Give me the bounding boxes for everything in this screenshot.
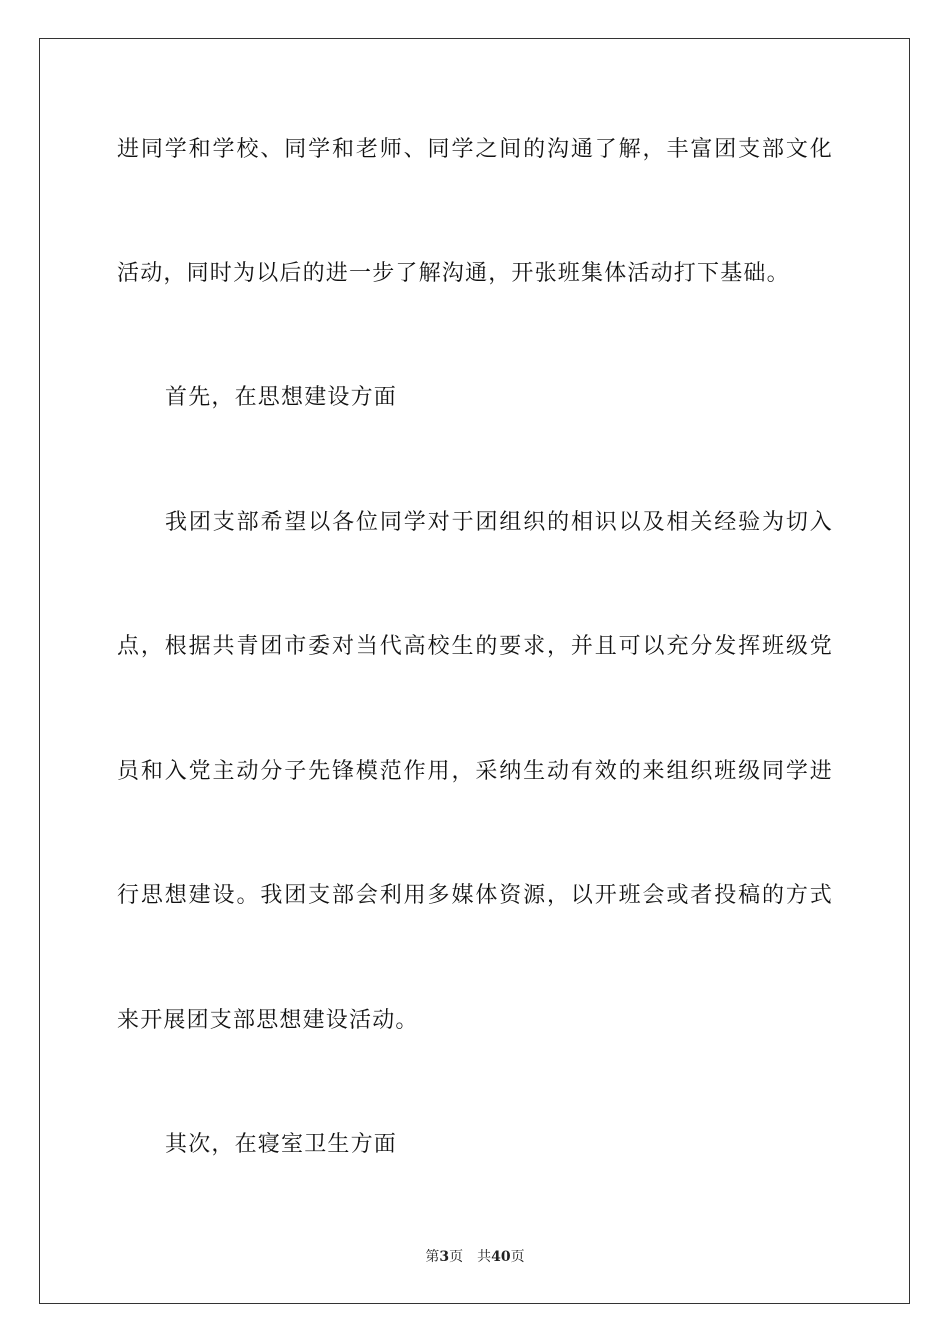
page-border — [39, 38, 910, 1304]
page-prefix: 第 — [425, 1249, 440, 1265]
total-prefix: 共 — [477, 1249, 492, 1265]
paragraph-line-7: 来开展团支部思想建设活动。 — [117, 1008, 419, 1033]
paragraph-line-1: 进同学和学校、同学和老师、同学之间的沟通了解，丰富团支部文化 — [117, 137, 833, 162]
paragraph-line-3: 我团支部希望以各位同学对于团组织的相识以及相关经验为切入 — [165, 510, 833, 535]
paragraph-line-5: 员和入党主动分子先锋模范作用，采纳生动有效的来组织班级同学进 — [117, 759, 833, 784]
page-suffix: 页 — [449, 1249, 464, 1265]
total-pages: 40 — [491, 1249, 511, 1265]
section-heading-dormitory: 其次，在寝室卫生方面 — [165, 1132, 398, 1157]
page-footer — [0, 1248, 950, 1266]
page-number: 3 — [439, 1249, 450, 1265]
total-suffix: 页 — [510, 1249, 525, 1265]
section-heading-ideology: 首先，在思想建设方面 — [165, 385, 398, 410]
paragraph-line-2: 活动，同时为以后的进一步了解沟通，开张班集体活动打下基础。 — [117, 261, 790, 286]
paragraph-line-6: 行思想建设。我团支部会利用多媒体资源，以开班会或者投稿的方式 — [117, 883, 833, 908]
paragraph-line-4: 点，根据共青团市委对当代高校生的要求，并且可以充分发挥班级党 — [117, 634, 833, 659]
